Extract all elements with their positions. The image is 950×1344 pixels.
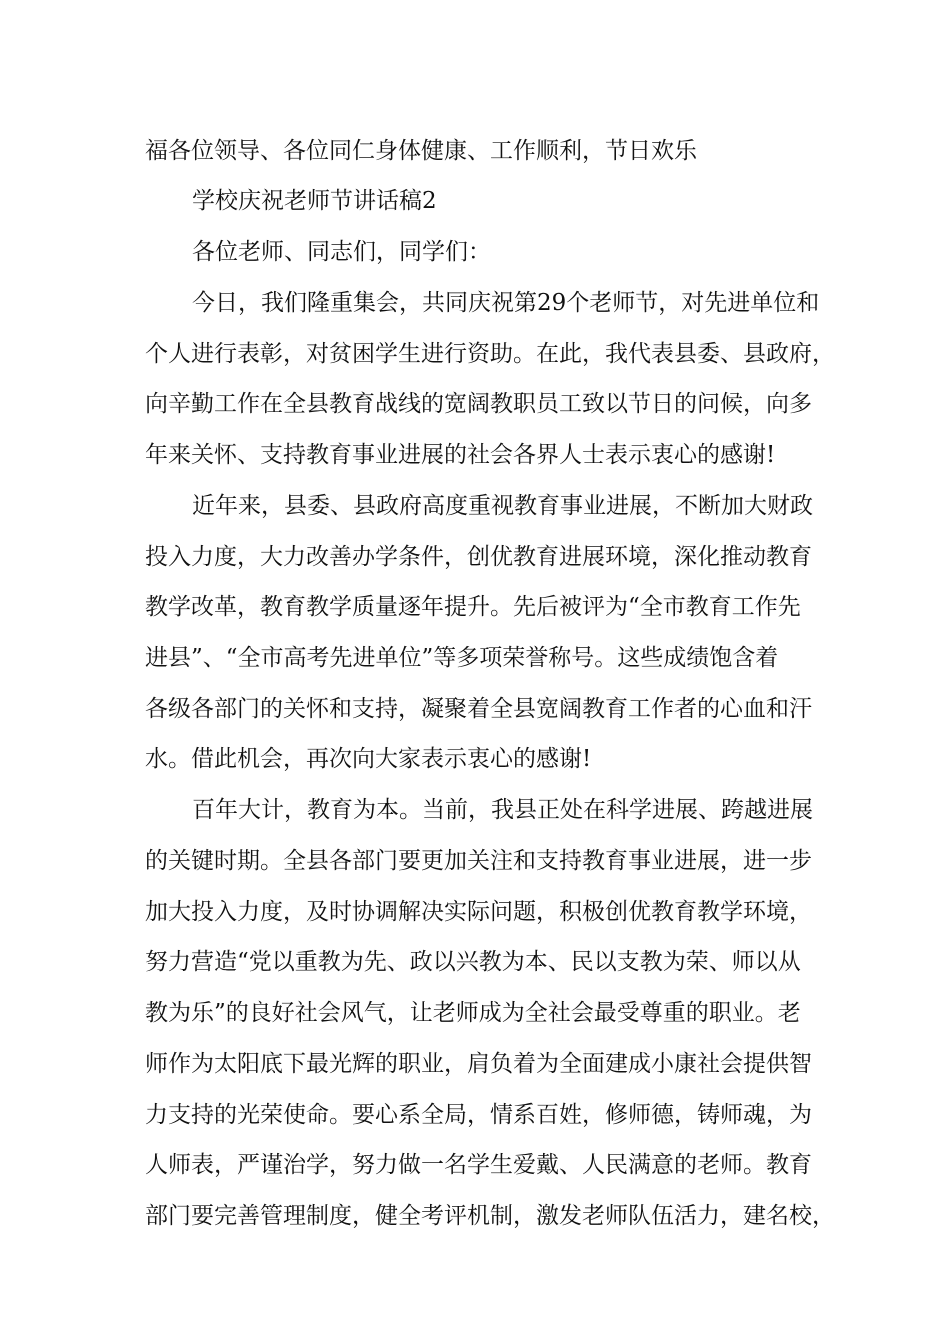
text-line-16: 加大投入力度，及时协调解决实际问题，积极创优教育教学环境，: [145, 899, 812, 925]
text-line-1: 福各位领导、各位同仁身体健康、工作顺利，节日欢乐: [145, 138, 697, 164]
text-line-6: 向辛勤工作在全县教育战线的宽阔教职员工致以节日的问候，向多: [145, 391, 812, 417]
text-line-21: 人师表，严谨治学，努力做一名学生爱戴、人民满意的老师。教育: [145, 1152, 812, 1178]
text-line-18: 教为乐”的良好社会风气，让老师成为全社会最受尊重的职业。老: [145, 1000, 801, 1026]
text-line-15: 的关键时期。全县各部门要更加关注和支持教育事业进展，进一步: [145, 848, 812, 874]
text-line-12: 各级各部门的关怀和支持，凝聚着全县宽阔教育工作者的心血和汗: [145, 696, 812, 722]
text-line-17: 努力营造“党以重教为先、政以兴教为本、民以支教为荣、师以从: [145, 949, 801, 975]
text-line-10: 教学改革，教育教学质量逐年提升。先后被评为“全市教育工作先: [145, 594, 801, 620]
text-line-13: 水。借此机会，再次向大家表示衷心的感谢!: [145, 746, 592, 772]
text-line-20: 力支持的光荣使命。要心系全局，情系百姓，修师德，铸师魂，为: [145, 1102, 812, 1128]
text-line-4: 今日，我们隆重集会，共同庆祝第29个老师节，对先进单位和: [192, 290, 820, 316]
text-line-5: 个人进行表彰，对贫困学生进行资助。在此，我代表县委、县政府，: [145, 341, 835, 367]
text-line-11: 进县”、“全市高考先进单位”等多项荣誉称号。这些成绩饱含着: [145, 645, 779, 671]
text-line-7: 年来关怀、支持教育事业进展的社会各界人士表示衷心的感谢!: [145, 442, 776, 468]
text-line-8: 近年来，县委、县政府高度重视教育事业进展，不断加大财政: [192, 493, 813, 519]
text-line-22: 部门要完善管理制度，健全考评机制，激发老师队伍活力，建名校，: [145, 1203, 835, 1229]
text-line-14: 百年大计，教育为本。当前，我县正处在科学进展、跨越进展: [192, 797, 813, 823]
text-line-9: 投入力度，大力改善办学条件，创优教育进展环境，深化推动教育: [145, 544, 812, 570]
text-line-19: 师作为太阳底下最光辉的职业，肩负着为全面建成小康社会提供智: [145, 1051, 812, 1077]
salutation: 各位老师、同志们，同学们：: [192, 239, 491, 265]
section-heading: 学校庆祝老师节讲话稿2: [192, 188, 437, 214]
